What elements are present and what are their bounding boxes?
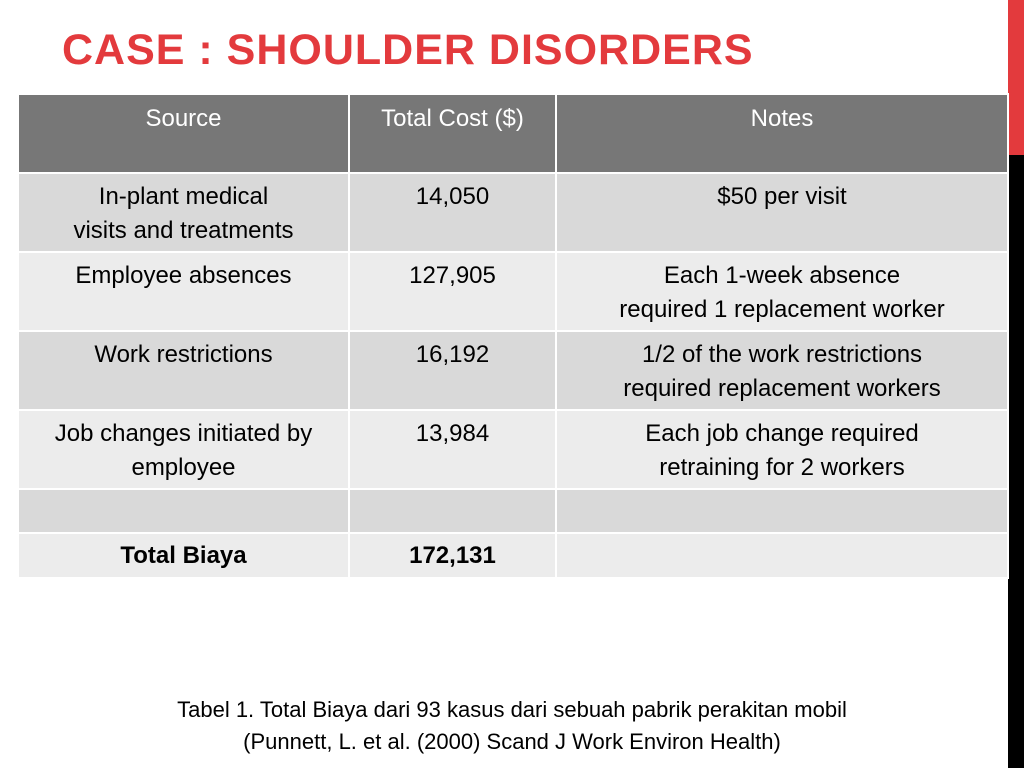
cost-table [17, 93, 1009, 579]
source-cell [18, 331, 349, 410]
notes-text: 1/2 of the work restrictions [641, 341, 923, 368]
notes-text: $50 per visit [717, 183, 847, 210]
notes-text: retraining for 2 workers [659, 454, 905, 481]
source-text: Job changes initiated by [54, 420, 313, 447]
notes-text: Each 1-week absence [663, 262, 901, 289]
side-accent-bar-black [1008, 155, 1024, 768]
side-accent-bar-red [1008, 0, 1024, 155]
cost-cell: 14,050 [349, 173, 556, 252]
source-cell [18, 173, 349, 252]
header-source: Source [18, 94, 349, 173]
notes-text: required replacement workers [623, 375, 941, 402]
notes-text: required 1 replacement worker [619, 296, 945, 323]
table-header-row [18, 94, 1008, 173]
source-text: In-plant medical [98, 183, 269, 210]
table-row [18, 173, 1008, 252]
notes-cell [556, 173, 1008, 252]
cost-cell: 16,192 [349, 331, 556, 410]
source-text: visits and treatments [73, 217, 294, 244]
source-text: Work restrictions [94, 341, 273, 368]
empty-cell [349, 489, 556, 533]
source-text: employee [131, 454, 236, 481]
empty-cell [18, 489, 349, 533]
source-text: Employee absences [75, 262, 292, 289]
header-total-cost: Total Cost ($) [349, 94, 556, 173]
caption-line: (Punnett, L. et al. (2000) Scand J Work Environ Health) [243, 729, 781, 754]
table-row [18, 410, 1008, 489]
slide-title: CASE : SHOULDER DISORDERS [62, 26, 754, 74]
table-caption [0, 694, 1024, 758]
total-cost: 172,131 [349, 533, 556, 578]
cost-cell: 13,984 [349, 410, 556, 489]
empty-cell [556, 489, 1008, 533]
table-row [18, 252, 1008, 331]
header-notes: Notes [556, 94, 1008, 173]
empty-cell [556, 533, 1008, 578]
total-row [18, 533, 1008, 578]
notes-text: Each job change required [645, 420, 919, 447]
empty-table-row [18, 489, 1008, 533]
notes-cell [556, 410, 1008, 489]
table-row [18, 331, 1008, 410]
notes-cell [556, 252, 1008, 331]
cost-cell: 127,905 [349, 252, 556, 331]
source-cell [18, 410, 349, 489]
notes-cell [556, 331, 1008, 410]
total-label: Total Biaya [18, 533, 349, 578]
source-cell [18, 252, 349, 331]
caption-line: Tabel 1. Total Biaya dari 93 kasus dari sebuah pabrik perakitan mobil [177, 697, 847, 722]
